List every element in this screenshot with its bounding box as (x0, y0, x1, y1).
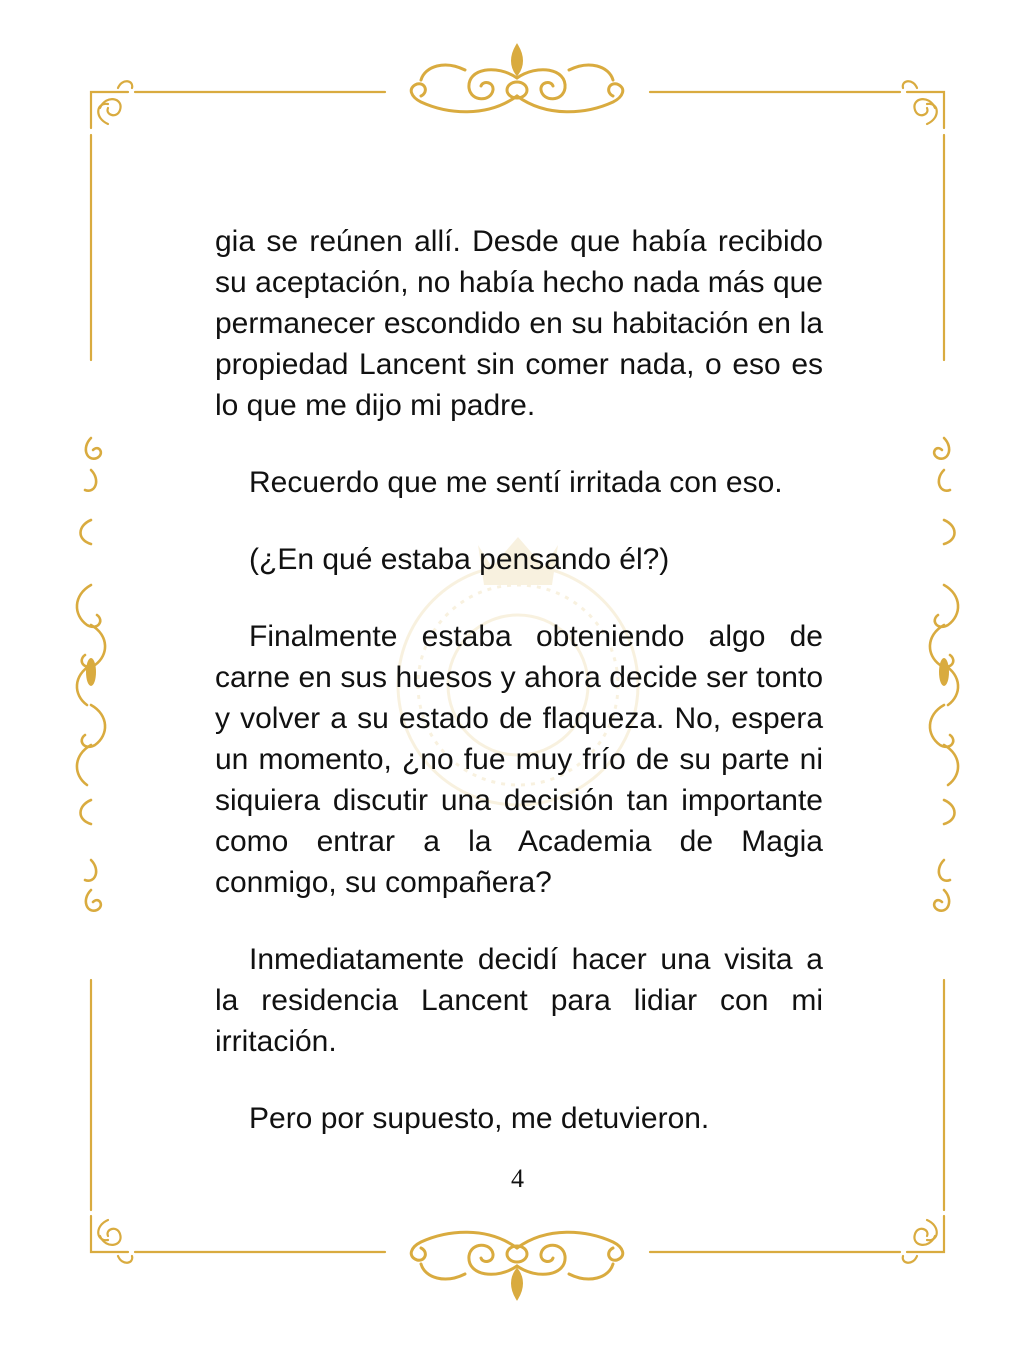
body-text (215, 221, 823, 1175)
paragraph: (¿En qué estaba pensando él?) (249, 543, 670, 576)
right-side-ornament (930, 438, 958, 911)
corner-ornament-bottom-right (903, 1216, 944, 1263)
top-center-ornament (411, 46, 623, 112)
paragraph: Recuerdo que me sentí irritada con eso. (249, 466, 783, 499)
bottom-center-ornament (411, 1232, 623, 1298)
paragraph: Finalmente estaba obteniendo algo de carne en sus huesos y ahora decide ser tonto y volver a su estado de flaqueza. No, espera un momento, ¿no fue muy frío de su parte ni siquiera discutir una decisión tan importante como entrar a la Academia de Magia conmigo, su compañera? (215, 620, 823, 899)
corner-ornament-top-right (903, 81, 944, 128)
left-side-ornament (77, 438, 105, 911)
corner-ornament-bottom-left (91, 1216, 132, 1263)
paragraph: Inmediatamente decidí hacer una visita a la residencia Lancent para lidiar con mi irritación. (215, 943, 823, 1058)
paragraph: Pero por supuesto, me detuvieron. (249, 1102, 710, 1135)
corner-ornament-top-left (91, 81, 132, 128)
paragraph: gia se reúnen allí. Desde que había recibido su aceptación, no había hecho nada más que permanecer escondido en su habitación en la propiedad Lancent sin comer nada, o eso es lo que me dijo mi padre. (215, 225, 823, 422)
page-number: 4 (511, 1164, 524, 1193)
